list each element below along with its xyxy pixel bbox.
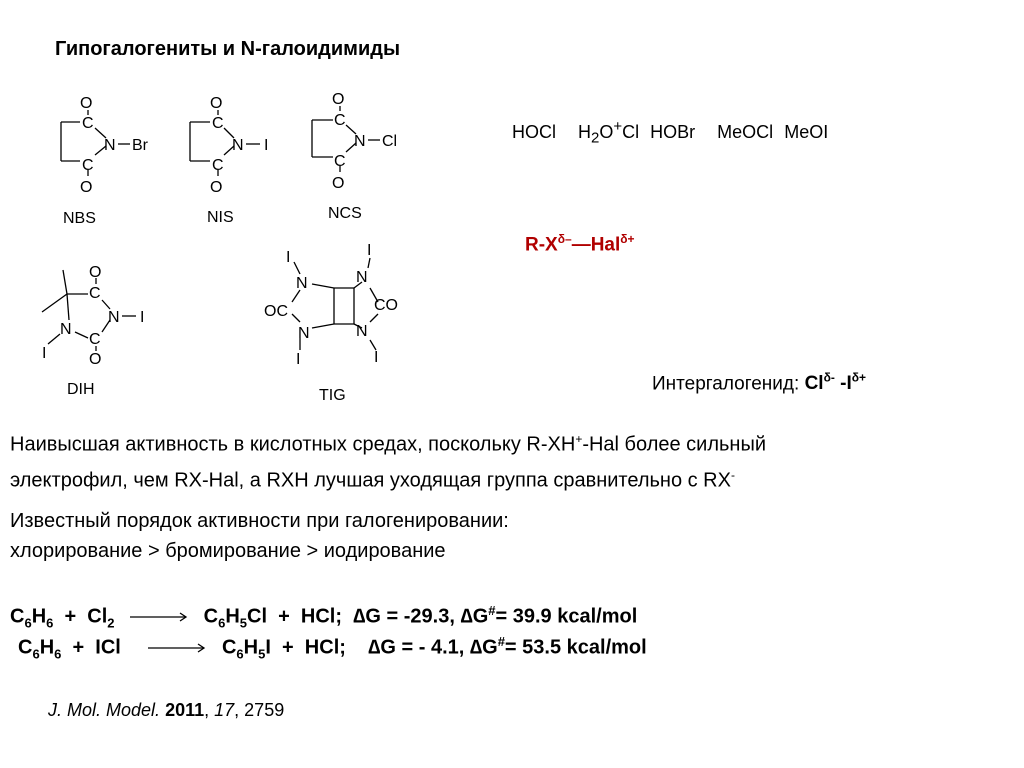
literature-reference: J. Mol. Model. 2011, 17, 2759 bbox=[48, 700, 285, 720]
nis-o-bot: O bbox=[210, 179, 223, 196]
nis-structure bbox=[190, 95, 268, 226]
dih-i2: I bbox=[42, 345, 47, 362]
ncs-c-top: C bbox=[334, 112, 346, 129]
ncs-hal: Cl bbox=[382, 133, 398, 150]
ncs-o-bot: O bbox=[332, 175, 345, 192]
ncs-label: NCS bbox=[328, 205, 362, 222]
reaction-chlorination: $C_6H_6 + Cl_2$ $C_6H_5Cl$ + HCl; ∆G = -29.3, ∆G#= 39.9 kcal/mol bbox=[10, 603, 638, 631]
dih-o-bot: O bbox=[89, 351, 102, 368]
tig-n-top-right: N bbox=[356, 269, 368, 286]
nis-o-top: O bbox=[210, 95, 223, 112]
nbs-c-top: C bbox=[82, 115, 94, 132]
dih-c-top: C bbox=[89, 285, 101, 302]
dih-c-bot: C bbox=[89, 331, 101, 348]
tig-i-top-right: I bbox=[367, 242, 372, 259]
reactivity-order-paragraph: Известный порядок активности при галогенировании: хлорирование > бромирование > иодирование bbox=[10, 510, 509, 562]
reagent-hocl: HOCl bbox=[512, 122, 556, 142]
nbs-label: NBS bbox=[63, 210, 96, 227]
tig-i-top-left: I bbox=[286, 249, 291, 266]
nbs-o-bot: O bbox=[80, 179, 93, 196]
reagent-hobr: HOBr bbox=[650, 122, 696, 142]
tig-i-bot-left: I bbox=[296, 351, 301, 368]
nbs-n: N bbox=[104, 137, 116, 154]
hypohalite-list bbox=[512, 118, 828, 147]
interhalogen-line: Интергалогенид: $Cl^{\delta-}$ $-I^{\delta+}$ bbox=[652, 371, 867, 395]
ncs-n: N bbox=[354, 133, 366, 150]
nbs-o-top: O bbox=[80, 95, 93, 112]
nis-hal: I bbox=[264, 137, 269, 154]
dih-o-top: O bbox=[89, 264, 102, 281]
reaction-iodination: $C_6H_6$ + ICl $C_6H_5I$ + HCl; ∆G = - 4.1, ∆G#= 53.5 kcal/mol bbox=[18, 634, 647, 662]
ncs-c-bot: C bbox=[334, 153, 346, 170]
reagent-meocl: MeOCl bbox=[717, 122, 774, 142]
tig-structure bbox=[264, 242, 398, 404]
tig-n-top-left: N bbox=[296, 275, 308, 292]
acidity-paragraph: Наивысшая активность в кислотных средах, поскольку R-XH+-Hal более сильный электрофил, чем RX-Hal, а RXH лучшая уходящая группа сравнительно с RX- bbox=[10, 432, 767, 492]
nbs-hal: Br bbox=[132, 137, 148, 154]
nbs-c-bot: C bbox=[82, 157, 94, 174]
tig-label: TIG bbox=[319, 387, 346, 404]
nis-c-top: C bbox=[212, 115, 224, 132]
dih-n1: N bbox=[108, 309, 120, 326]
polarization-formula: $R-X^{\delta-}—Hal^{\delta+}$ bbox=[525, 232, 635, 256]
reagent-h2ocl: $H_2O^+Cl$ bbox=[578, 118, 640, 147]
page-title: Гипогалогениты и N-галоидимиды bbox=[55, 38, 401, 60]
dih-i1: I bbox=[140, 309, 145, 326]
tig-i-bot-right: I bbox=[374, 349, 379, 366]
nis-c-bot: C bbox=[212, 157, 224, 174]
dih-n2: N bbox=[60, 321, 72, 338]
dih-structure bbox=[42, 264, 144, 398]
reagent-meoi: MeOI bbox=[784, 122, 829, 142]
tig-n-bot-left: N bbox=[298, 325, 310, 342]
tig-oc: OC bbox=[264, 303, 288, 320]
ncs-o-top: O bbox=[332, 91, 345, 108]
ncs-structure bbox=[312, 91, 397, 222]
tig-co: CO bbox=[374, 297, 398, 314]
nis-n: N bbox=[232, 137, 244, 154]
reaction-arrow-icon bbox=[130, 611, 188, 623]
nbs-structure bbox=[61, 95, 149, 227]
dih-label: DIH bbox=[67, 381, 95, 398]
nis-label: NIS bbox=[207, 209, 234, 226]
tig-n-bot-right: N bbox=[356, 323, 368, 340]
reaction-arrow-icon bbox=[148, 642, 206, 654]
